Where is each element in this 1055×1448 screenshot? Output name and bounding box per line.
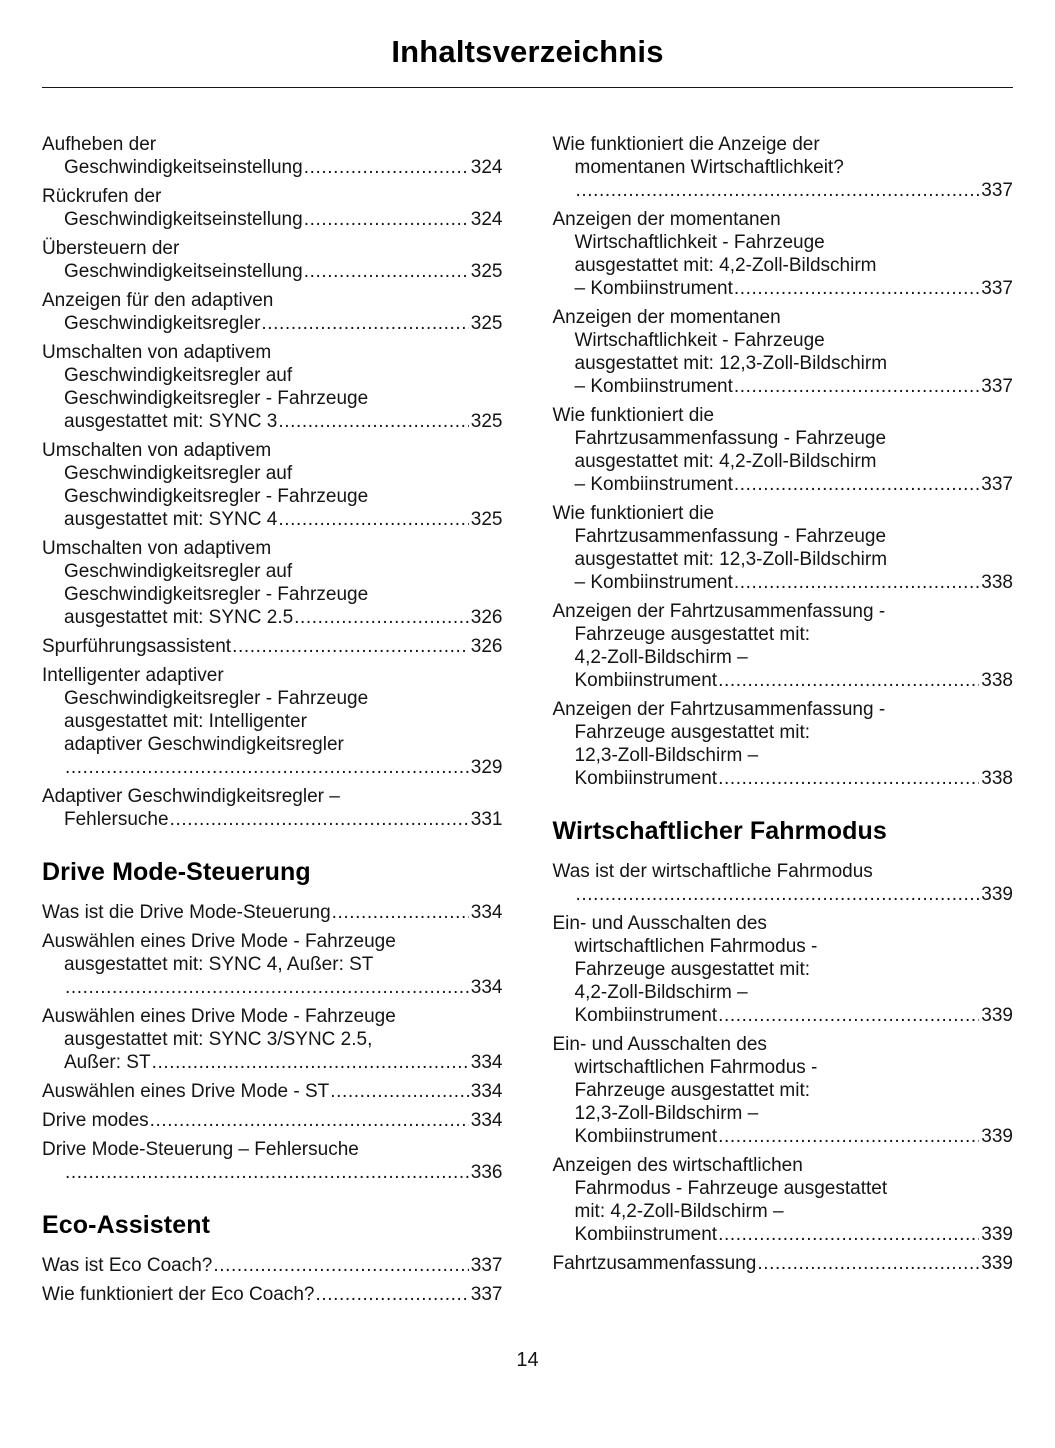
dot-leader [304, 156, 469, 179]
toc-entry-line [42, 156, 503, 179]
toc-entry-text: Spurführungsassistent [42, 636, 232, 657]
toc-entry[interactable] [42, 1254, 503, 1277]
dot-leader [718, 669, 979, 692]
toc-page-number: 324 [470, 157, 503, 178]
toc-entry-text: Adaptiver Geschwindigkeitsregler – [42, 786, 340, 807]
toc-entry-text: Anzeigen der Fahrtzusammenfassung - [552, 699, 886, 720]
dot-leader [330, 1080, 469, 1103]
toc-entry[interactable] [42, 930, 503, 999]
toc-page-number: 334 [470, 902, 503, 923]
toc-entry-text: Geschwindigkeitseinstellung [64, 209, 303, 230]
toc-entry[interactable] [553, 306, 1014, 398]
toc-page-number: 326 [470, 636, 503, 657]
toc-entry-text: Fahrzeuge ausgestattet mit: [574, 624, 811, 645]
toc-entry-text: Was ist Eco Coach? [42, 1255, 213, 1276]
toc-entry[interactable] [42, 289, 503, 335]
toc-entry-text: Auswählen eines Drive Mode - ST [42, 1081, 330, 1102]
toc-entry[interactable] [42, 1005, 503, 1074]
dot-leader [150, 1109, 469, 1132]
toc-entry-text: Umschalten von adaptivem [42, 440, 272, 461]
toc-entry[interactable] [42, 133, 503, 179]
toc-page-number: 337 [981, 376, 1013, 397]
toc-entry[interactable] [553, 912, 1014, 1027]
toc-entry-line [553, 277, 1014, 300]
dot-leader [718, 1223, 979, 1246]
toc-entry[interactable] [42, 1138, 503, 1184]
toc-entry-text: Fahrtzusammenfassung - Fahrzeuge [574, 428, 887, 449]
page-title: Inhaltsverzeichnis [391, 34, 664, 69]
toc-entry-text: Geschwindigkeitsregler auf [64, 463, 293, 484]
toc-entry-text: Intelligenter adaptiver [42, 665, 224, 686]
dot-leader [65, 976, 469, 999]
toc-entry-line [553, 883, 1014, 906]
toc-page-number: 337 [981, 180, 1013, 201]
dot-leader [278, 508, 468, 531]
toc-entry[interactable] [553, 1154, 1014, 1246]
toc-entry-text: Auswählen eines Drive Mode - Fahrzeuge [42, 931, 396, 952]
toc-entry[interactable] [553, 1252, 1014, 1275]
toc-page-number: 336 [470, 1162, 503, 1183]
toc-page-number: 325 [470, 411, 503, 432]
toc-entry[interactable] [42, 901, 503, 924]
toc-entry-text: 12,3-Zoll-Bildschirm – [574, 1103, 759, 1124]
toc-entry[interactable] [42, 185, 503, 231]
toc-page-number: 339 [981, 1224, 1013, 1245]
toc-page-number: 325 [470, 313, 503, 334]
toc-entry-text: Anzeigen der momentanen [552, 307, 781, 328]
toc-entry-line [553, 1252, 1014, 1275]
toc-entry[interactable] [553, 698, 1014, 790]
toc-entry-line [553, 1125, 1014, 1148]
dot-leader [152, 1051, 469, 1074]
toc-entry-line [553, 179, 1014, 202]
toc-entry-text: Wie funktioniert die [552, 503, 715, 524]
toc-entry-text: Geschwindigkeitsregler auf [64, 561, 293, 582]
toc-entry-text: Kombiinstrument [574, 1005, 718, 1026]
toc-entry-line [42, 635, 503, 658]
toc-entry-text: Geschwindigkeitseinstellung [64, 157, 303, 178]
toc-entry-text: Geschwindigkeitsregler [64, 313, 261, 334]
toc-entry-text: wirtschaftlichen Fahrmodus - [574, 936, 818, 957]
toc-entry-text: Geschwindigkeitsregler - Fahrzeuge [64, 388, 369, 409]
toc-entry[interactable] [42, 439, 503, 531]
toc-entry-text: momentanen Wirtschaftlichkeit? [574, 157, 844, 178]
toc-entry-text: Wirtschaftlichkeit - Fahrzeuge [574, 330, 825, 351]
toc-entry[interactable] [42, 537, 503, 629]
toc-entry[interactable] [553, 860, 1014, 906]
toc-entry-text: 12,3-Zoll-Bildschirm – [574, 745, 759, 766]
toc-page-number: 334 [470, 1110, 503, 1131]
toc-page-number: 337 [470, 1255, 503, 1276]
toc-page-number: 334 [470, 977, 503, 998]
toc-entry-text: Geschwindigkeitseinstellung [64, 261, 303, 282]
toc-entry[interactable] [42, 785, 503, 831]
toc-entry-text: – Kombiinstrument [574, 278, 733, 299]
toc-page-number: 338 [981, 670, 1013, 691]
toc-page-number: 337 [981, 474, 1013, 495]
toc-entry-text: Umschalten von adaptivem [42, 538, 272, 559]
dot-leader [718, 1004, 979, 1027]
toc-entry-text: Fahrmodus - Fahrzeuge ausgestattet [574, 1178, 888, 1199]
toc-entry-line [553, 1004, 1014, 1027]
toc-entry-text: Anzeigen des wirtschaftlichen [552, 1155, 803, 1176]
toc-entry[interactable] [42, 635, 503, 658]
dot-leader [65, 1161, 469, 1184]
toc-entry-line [553, 669, 1014, 692]
toc-entry-line [42, 606, 503, 629]
dot-leader [734, 473, 979, 496]
toc-entry-line [553, 473, 1014, 496]
toc-entry[interactable] [42, 341, 503, 433]
dot-leader [170, 808, 469, 831]
toc-entry[interactable] [553, 208, 1014, 300]
toc-entry-text: Geschwindigkeitsregler - Fahrzeuge [64, 486, 369, 507]
section-heading: Drive Mode-Steuerung [42, 858, 311, 886]
section-heading: Wirtschaftlicher Fahrmodus [552, 817, 887, 845]
toc-columns [42, 133, 1013, 1312]
dot-leader [332, 901, 469, 924]
toc-page-number: 337 [981, 278, 1013, 299]
toc-entry-text: Anzeigen der Fahrtzusammenfassung - [552, 601, 886, 622]
toc-page-number: 334 [470, 1081, 503, 1102]
toc-entry-text: 4,2-Zoll-Bildschirm – [574, 647, 748, 668]
toc-page-number: 324 [470, 209, 503, 230]
toc-entry-text: Geschwindigkeitsregler - Fahrzeuge [64, 584, 369, 605]
toc-entry-text: Übersteuern der [42, 238, 180, 259]
toc-entry-text: Fahrzeuge ausgestattet mit: [574, 959, 811, 980]
toc-entry-text: Wirtschaftlichkeit - Fahrzeuge [574, 232, 825, 253]
toc-entry-text: ausgestattet mit: 4,2-Zoll-Bildschirm [574, 255, 877, 276]
toc-entry-text: Kombiinstrument [574, 768, 718, 789]
dot-leader [213, 1254, 468, 1277]
toc-entry[interactable] [553, 600, 1014, 692]
toc-entry-text: Rückrufen der [42, 186, 162, 207]
toc-page-number: 339 [981, 1126, 1013, 1147]
toc-entry-text: ausgestattet mit: 12,3-Zoll-Bildschirm [574, 549, 888, 570]
toc-entry-text: adaptiver Geschwindigkeitsregler [64, 734, 344, 755]
toc-entry-text: Fahrtzusammenfassung - Fahrzeuge [574, 526, 887, 547]
toc-entry-text: ausgestattet mit: SYNC 2.5 [64, 607, 294, 628]
toc-entry-text: ausgestattet mit: 12,3-Zoll-Bildschirm [574, 353, 888, 374]
toc-entry[interactable] [42, 664, 503, 779]
toc-entry-text: Kombiinstrument [574, 1224, 718, 1245]
toc-entry-line [42, 1254, 503, 1277]
dot-leader [304, 260, 469, 283]
toc-entry-line [553, 1223, 1014, 1246]
toc-entry-text: ausgestattet mit: SYNC 3 [64, 411, 278, 432]
toc-entry-text: Fahrzeuge ausgestattet mit: [574, 1080, 811, 1101]
toc-entry-text: Fahrzeuge ausgestattet mit: [574, 722, 811, 743]
toc-entry-text: Kombiinstrument [574, 1126, 718, 1147]
toc-entry-text: Anzeigen für den adaptiven [42, 290, 274, 311]
toc-entry-text: ausgestattet mit: SYNC 4 [64, 509, 278, 530]
toc-entry[interactable] [42, 237, 503, 283]
toc-entry-text: Fehlersuche [64, 809, 169, 830]
dot-leader [734, 571, 979, 594]
toc-entry-text: mit: 4,2-Zoll-Bildschirm – [574, 1201, 784, 1222]
toc-entry[interactable] [42, 1109, 503, 1132]
toc-entry-text: ausgestattet mit: SYNC 3/SYNC 2.5, [64, 1029, 373, 1050]
title-divider [42, 87, 1013, 88]
toc-entry-text: Wie funktioniert die [552, 405, 715, 426]
dot-leader [757, 1252, 979, 1275]
dot-leader [734, 375, 979, 398]
toc-entry[interactable] [553, 133, 1014, 202]
toc-entry-line [42, 756, 503, 779]
toc-entry-line [42, 260, 503, 283]
toc-entry-line [42, 410, 503, 433]
toc-entry-text: 4,2-Zoll-Bildschirm – [574, 982, 748, 1003]
dot-leader [734, 277, 979, 300]
toc-entry-text: Drive modes [42, 1110, 149, 1131]
toc-column [553, 133, 1014, 1312]
dot-leader [294, 606, 469, 629]
toc-entry-line [553, 375, 1014, 398]
toc-page-number: 338 [981, 768, 1013, 789]
dot-leader [261, 312, 468, 335]
toc-entry-text: ausgestattet mit: Intelligenter [64, 711, 307, 732]
toc-entry-text: – Kombiinstrument [574, 376, 733, 397]
dot-leader [315, 1283, 468, 1306]
toc-entry-text: Was ist die Drive Mode-Steuerung [42, 902, 331, 923]
toc-page-number: 325 [470, 509, 503, 530]
toc-page-number: 339 [981, 1253, 1013, 1274]
toc-entry-line [42, 1283, 503, 1306]
toc-entry-text: Drive Mode-Steuerung – Fehlersuche [42, 1139, 359, 1160]
toc-entry-line [42, 901, 503, 924]
toc-page-number: 334 [470, 1052, 503, 1073]
toc-entry-text: Aufheben der [42, 134, 157, 155]
toc-entry-text: Umschalten von adaptivem [42, 342, 272, 363]
toc-entry[interactable] [42, 1283, 503, 1306]
dot-leader [576, 883, 980, 906]
toc-entry-text: Ein- und Ausschalten des [552, 1034, 767, 1055]
toc-entry-text: wirtschaftlichen Fahrmodus - [574, 1057, 818, 1078]
toc-entry-text: ausgestattet mit: SYNC 4, Außer: ST [64, 954, 374, 975]
dot-leader [718, 1125, 979, 1148]
toc-entry-text: Geschwindigkeitsregler auf [64, 365, 293, 386]
toc-entry-line [42, 1161, 503, 1184]
toc-entry[interactable] [553, 404, 1014, 496]
dot-leader [718, 767, 979, 790]
dot-leader [576, 179, 980, 202]
toc-entry-text: Kombiinstrument [574, 670, 718, 691]
toc-entry-text: Auswählen eines Drive Mode - Fahrzeuge [42, 1006, 396, 1027]
toc-entry-text: ausgestattet mit: 4,2-Zoll-Bildschirm [574, 451, 877, 472]
toc-entry-line [42, 312, 503, 335]
toc-entry-text: Geschwindigkeitsregler - Fahrzeuge [64, 688, 369, 709]
toc-page-number: 329 [470, 757, 503, 778]
toc-entry[interactable] [553, 502, 1014, 594]
toc-entry-text: – Kombiinstrument [574, 474, 733, 495]
toc-entry-line [42, 808, 503, 831]
toc-entry-line [42, 1051, 503, 1074]
toc-page-number: 338 [981, 572, 1013, 593]
toc-entry-text: Fahrtzusammenfassung [552, 1253, 757, 1274]
toc-page-number: 339 [981, 1005, 1013, 1026]
toc-entry-text: Was ist der wirtschaftliche Fahrmodus [552, 861, 873, 882]
toc-entry[interactable] [553, 1033, 1014, 1148]
toc-entry-line [42, 508, 503, 531]
toc-entry-text: Ein- und Ausschalten des [552, 913, 767, 934]
toc-entry-line [42, 976, 503, 999]
toc-page-number: 337 [470, 1284, 503, 1305]
toc-entry-line [42, 1080, 503, 1103]
toc-column [42, 133, 503, 1312]
toc-entry-text: Außer: ST [64, 1052, 151, 1073]
toc-page-number: 326 [470, 607, 503, 628]
toc-entry-text: – Kombiinstrument [574, 572, 733, 593]
toc-entry-line [42, 1109, 503, 1132]
toc-entry-text: Wie funktioniert die Anzeige der [552, 134, 820, 155]
dot-leader [232, 635, 469, 658]
dot-leader [65, 756, 469, 779]
toc-entry-text: Wie funktioniert der Eco Coach? [42, 1284, 315, 1305]
toc-entry-line [553, 571, 1014, 594]
dot-leader [304, 208, 469, 231]
footer-page-number: 14 [516, 1349, 539, 1371]
dot-leader [278, 410, 468, 433]
toc-page-number: 339 [981, 884, 1013, 905]
toc-page-number: 331 [470, 809, 503, 830]
toc-entry-line [553, 767, 1014, 790]
toc-page-number: 325 [470, 261, 503, 282]
toc-entry-text: Anzeigen der momentanen [552, 209, 781, 230]
section-heading: Eco-Assistent [42, 1211, 211, 1239]
toc-entry-line [42, 208, 503, 231]
toc-entry[interactable] [42, 1080, 503, 1103]
